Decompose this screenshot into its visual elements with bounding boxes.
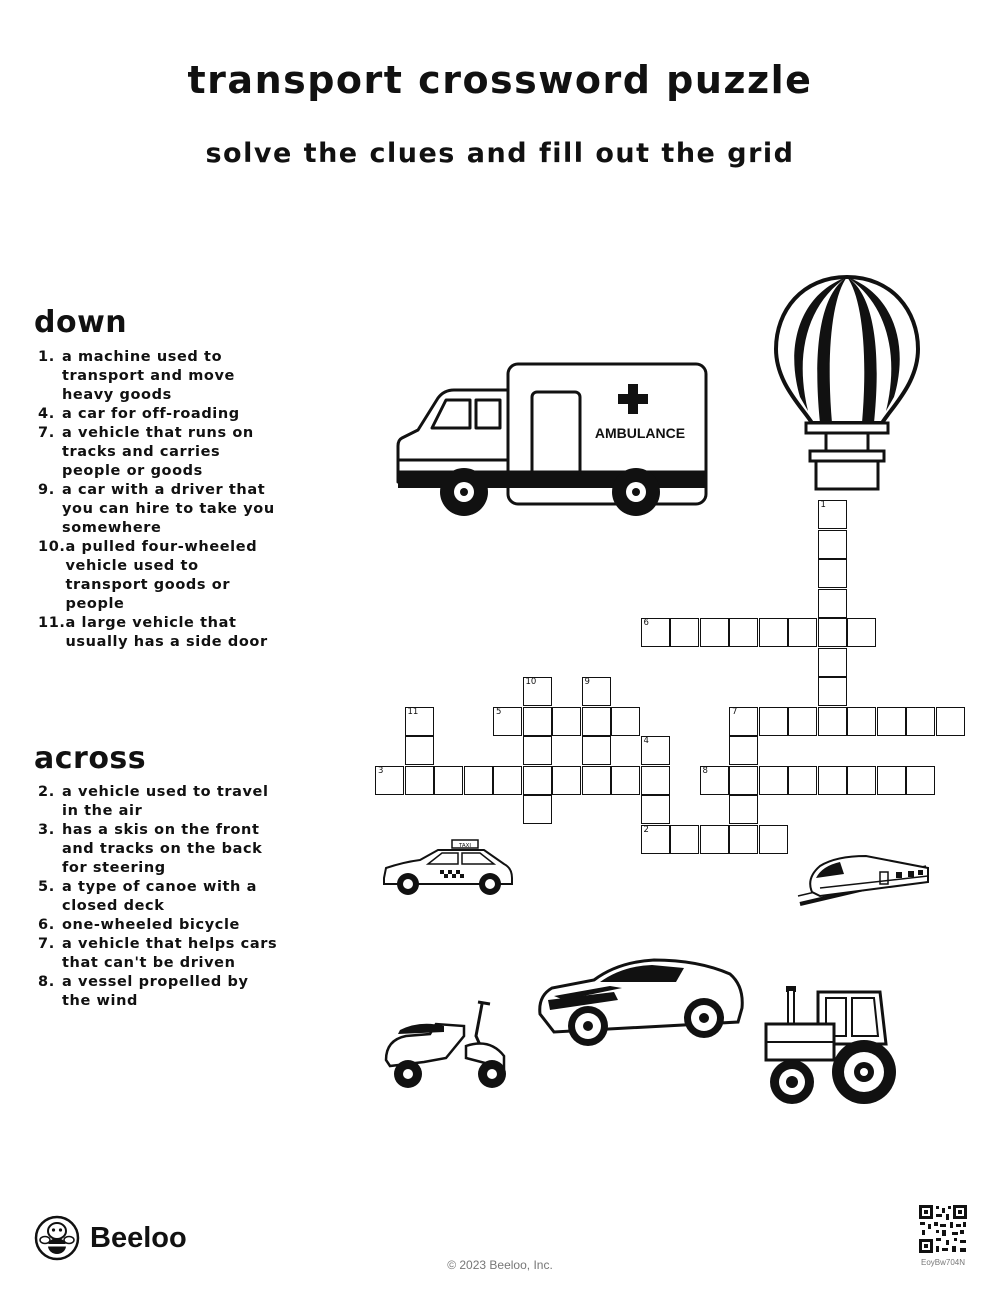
grid-cell[interactable] bbox=[729, 618, 758, 647]
grid-cell[interactable] bbox=[818, 707, 847, 736]
page-title: transport crossword puzzle bbox=[187, 58, 813, 102]
cell-number: 11 bbox=[407, 706, 419, 717]
grid-cell[interactable] bbox=[611, 766, 640, 795]
grid-cell[interactable] bbox=[641, 618, 670, 647]
sports-car-icon bbox=[534, 956, 746, 1048]
grid-cell[interactable] bbox=[788, 707, 817, 736]
clue-number: 10. bbox=[38, 539, 66, 555]
grid-cell[interactable] bbox=[729, 795, 758, 824]
grid-cell[interactable] bbox=[877, 766, 906, 795]
grid-cell[interactable] bbox=[523, 766, 552, 795]
grid-cell[interactable] bbox=[375, 766, 404, 795]
grid-cell[interactable] bbox=[818, 530, 847, 559]
grid-cell[interactable] bbox=[582, 707, 611, 736]
cell-number: 7 bbox=[732, 706, 738, 717]
clue-number: 5. bbox=[38, 879, 55, 895]
grid-cell[interactable] bbox=[847, 618, 876, 647]
clue-text: a type of canoe with a closed deck bbox=[62, 879, 257, 914]
grid-cell[interactable] bbox=[670, 618, 699, 647]
grid-cell[interactable] bbox=[582, 677, 611, 706]
clue-text: a vehicle used to travel in the air bbox=[62, 784, 269, 819]
clue-number: 11. bbox=[38, 615, 66, 631]
grid-cell[interactable] bbox=[759, 825, 788, 854]
grid-cell[interactable] bbox=[641, 766, 670, 795]
copyright-text: © 2023 Beeloo, Inc. bbox=[447, 1258, 553, 1272]
grid-cell[interactable] bbox=[582, 766, 611, 795]
grid-cell[interactable] bbox=[434, 766, 463, 795]
grid-cell[interactable] bbox=[641, 795, 670, 824]
grid-cell[interactable] bbox=[818, 766, 847, 795]
taxi-icon bbox=[380, 838, 516, 900]
clue-text: one-wheeled bicycle bbox=[62, 917, 240, 933]
grid-cell[interactable] bbox=[818, 559, 847, 588]
clue-number: 8. bbox=[38, 974, 55, 990]
page-subtitle: solve the clues and fill out the grid bbox=[205, 138, 795, 169]
train-icon bbox=[796, 848, 932, 910]
brand-name: Beeloo bbox=[90, 1221, 187, 1254]
grid-cell[interactable] bbox=[759, 766, 788, 795]
cell-number: 4 bbox=[643, 736, 649, 746]
grid-cell[interactable] bbox=[523, 707, 552, 736]
clue-text: a pulled four-wheeled vehicle used to transport goods or people bbox=[65, 539, 258, 612]
brand-logo bbox=[34, 1215, 187, 1261]
ambulance-icon bbox=[392, 360, 710, 522]
clue-number: 1. bbox=[38, 349, 55, 365]
grid-cell[interactable] bbox=[818, 618, 847, 647]
clue-text: a large vehicle that usually has a side door bbox=[65, 615, 268, 650]
clue-text: has a skis on the front and tracks on the back for steering bbox=[62, 822, 263, 876]
grid-cell[interactable] bbox=[788, 766, 817, 795]
grid-cell[interactable] bbox=[523, 677, 552, 706]
grid-cell[interactable] bbox=[729, 707, 758, 736]
grid-cell[interactable] bbox=[641, 736, 670, 765]
cell-number: 10 bbox=[525, 677, 537, 687]
grid-cell[interactable] bbox=[700, 766, 729, 795]
grid-cell[interactable] bbox=[641, 825, 670, 854]
grid-cell[interactable] bbox=[729, 736, 758, 765]
bee-icon bbox=[34, 1215, 80, 1261]
grid-cell[interactable] bbox=[759, 618, 788, 647]
cell-number: 8 bbox=[702, 765, 708, 776]
scooter-icon bbox=[380, 996, 516, 1092]
grid-cell[interactable] bbox=[818, 589, 847, 618]
tractor-icon bbox=[762, 984, 900, 1108]
clue-text: a car for off-roading bbox=[62, 406, 240, 422]
grid-cell[interactable] bbox=[759, 707, 788, 736]
puzzle-code: EoyBw704N bbox=[920, 1258, 966, 1267]
grid-cell[interactable] bbox=[464, 766, 493, 795]
clue-number: 9. bbox=[38, 482, 55, 498]
grid-cell[interactable] bbox=[523, 795, 552, 824]
grid-cell[interactable] bbox=[405, 766, 434, 795]
grid-cell[interactable] bbox=[729, 766, 758, 795]
grid-cell[interactable] bbox=[906, 766, 935, 795]
across-heading: across bbox=[34, 741, 147, 776]
cell-number: 3 bbox=[378, 765, 384, 776]
clue-number: 7. bbox=[38, 936, 55, 952]
clue-number: 7. bbox=[38, 425, 55, 441]
cell-number: 2 bbox=[643, 824, 649, 835]
hot-air-balloon-icon bbox=[772, 273, 922, 493]
grid-cell[interactable] bbox=[936, 707, 965, 736]
grid-cell[interactable] bbox=[493, 707, 522, 736]
grid-cell[interactable] bbox=[582, 736, 611, 765]
clue-number: 2. bbox=[38, 784, 55, 800]
clue-text: a machine used to transport and move heavy goods bbox=[62, 349, 235, 403]
grid-cell[interactable] bbox=[906, 707, 935, 736]
grid-cell[interactable] bbox=[847, 766, 876, 795]
cell-number: 9 bbox=[584, 677, 590, 687]
clue-number: 3. bbox=[38, 822, 55, 838]
grid-cell[interactable] bbox=[493, 766, 522, 795]
grid-cell[interactable] bbox=[700, 825, 729, 854]
grid-cell[interactable] bbox=[818, 648, 847, 677]
grid-cell[interactable] bbox=[788, 618, 817, 647]
cell-number: 5 bbox=[496, 706, 502, 717]
clue-text: a vehicle that helps cars that can't be driven bbox=[62, 936, 278, 971]
clue-text: a vessel propelled by the wind bbox=[62, 974, 249, 1009]
cell-number: 6 bbox=[643, 618, 649, 628]
grid-cell[interactable] bbox=[877, 707, 906, 736]
clue-number: 6. bbox=[38, 917, 55, 933]
grid-cell[interactable] bbox=[818, 677, 847, 706]
taxi-sign: TAXI bbox=[458, 843, 472, 849]
grid-cell[interactable] bbox=[405, 707, 434, 736]
ambulance-label: AMBULANCE bbox=[594, 425, 686, 441]
clue-number: 4. bbox=[38, 406, 55, 422]
qr-code-icon bbox=[918, 1204, 968, 1254]
grid-cell[interactable] bbox=[523, 736, 552, 765]
cell-number: 1 bbox=[820, 500, 826, 510]
down-heading: down bbox=[34, 305, 128, 340]
grid-cell[interactable] bbox=[552, 707, 581, 736]
grid-cell[interactable] bbox=[552, 766, 581, 795]
clue-text: a vehicle that runs on tracks and carries people or goods bbox=[62, 425, 254, 479]
grid-cell[interactable] bbox=[700, 618, 729, 647]
grid-cell[interactable] bbox=[670, 825, 699, 854]
grid-cell[interactable] bbox=[729, 825, 758, 854]
clue-text: a car with a driver that you can hire to take you somewhere bbox=[62, 482, 275, 536]
grid-cell[interactable] bbox=[847, 707, 876, 736]
grid-cell[interactable] bbox=[611, 707, 640, 736]
grid-cell[interactable] bbox=[405, 736, 434, 765]
grid-cell[interactable] bbox=[818, 500, 847, 529]
